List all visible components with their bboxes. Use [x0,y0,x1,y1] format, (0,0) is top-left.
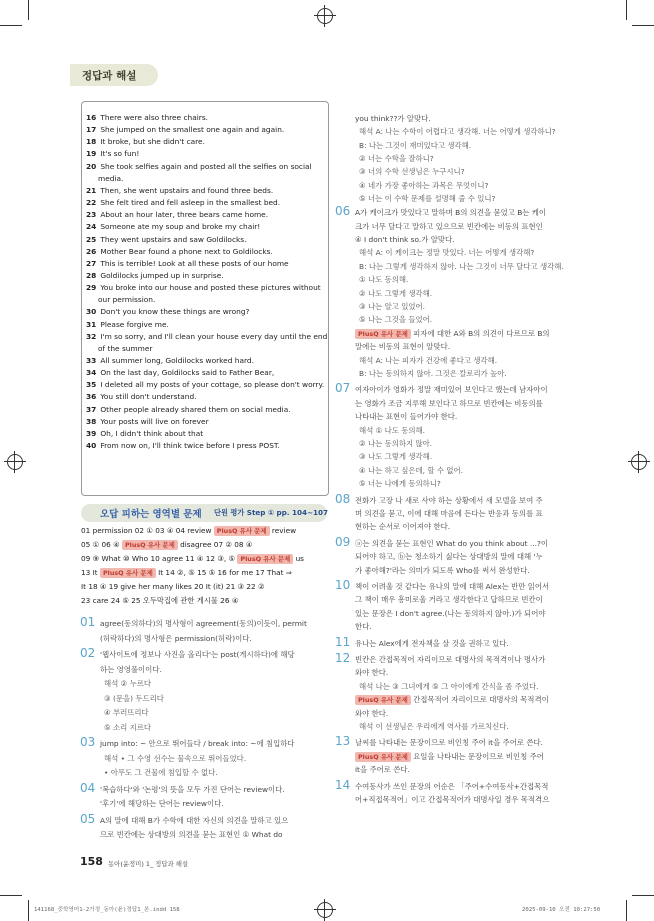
translation-line: 해석 나는 ③ 그녀에게 ⑤ 그 아이에게 간식을 좀 주었다. [359,681,539,691]
question-number: 11 [335,634,351,649]
line-text: our permission. [98,295,156,305]
question-number: 10 [335,577,351,592]
line-number: 24 [86,222,97,232]
line-number: 36 [86,392,97,402]
question-number: 13 [335,734,351,749]
explanation-line: A의 말에 대해 B가 수학에 대한 자신의 의견을 말하고 있으 [100,815,289,825]
story-line [86,367,274,379]
explanation-line: it을 주어로 쓴다. [355,765,410,775]
question-number: 02 [80,646,96,660]
explanation-line: 어+직접목적어」이고 간접목적어가 대명사일 경우 목적격으 [355,794,550,804]
crop-mark [0,895,22,896]
translation-line: ③ 나는 알고 있었어. [359,301,425,311]
line-text: There were also three chairs. [100,113,209,122]
translation-line: ③ 너의 수학 선생님은 누구시니? [359,167,465,177]
story-line [86,148,139,160]
translation-line: ② 나는 동의하지 않아. [359,438,433,448]
footer-text: 동아(윤정미) 1_ 정답과 해설 [108,860,189,868]
translation-line: 해석 A: 나는 수학이 어렵다고 생각해. 너는 어떻게 생각하니? [359,127,556,137]
page-number: 158 [80,855,103,868]
answer-row: 01 permission 02 ① 03 ④ 04 review PlusQ 유사 문제 review [81,526,297,535]
explanation-line: 가 좋아해?'라는 의미가 되도록 Who를 써서 완성한다. [355,565,530,575]
quick-answer-title: 오답 피하는 영역별 문제 [100,509,202,520]
explanation-line: 와야 한다. [355,708,389,718]
story-line [98,294,155,306]
line-text: They went upstairs and saw Goldilocks. [100,234,247,244]
line-text: I'm so sorry, and I'll clean your house every day until the end [100,331,328,341]
translation-line: ② 나도 그렇게 생각해. [359,288,433,298]
line-number: 22 [86,198,97,208]
registration-mark-right [631,454,647,470]
explanation-line: '웹사이트에 정보나 사진을 올리다'는 post(게시하다)에 해당 [100,650,295,659]
explanation-line: you think??가 알맞다. [355,114,431,123]
line-number: 28 [86,270,97,280]
translation-line: 해석 A: 이 케이크는 정말 맛있다. 너는 어떻게 생각해? [359,248,535,258]
line-number: 20 [86,161,97,171]
explanation-line: agree(동의하다)의 명사형이 agreement(동의)이듯이, permit [100,619,307,628]
translation-line: 해석 ① 나도 동의해. [359,425,425,435]
registration-mark-left [7,454,23,470]
line-text: You still don't understand. [100,392,197,402]
line-text: She took selfies again and posted all the selfies on social [100,161,312,171]
line-number: 19 [86,149,97,159]
plusq-badge: PlusQ 유사 문제 [355,329,411,339]
crop-mark [632,25,654,26]
story-line [86,404,291,416]
answer-row: 09 ⑨ What ⑩ Who 10 agree 11 ④ 12 ③, ⑤ PlusQ 유사 문제 us [81,554,304,563]
explanation-line: A가 케이크가 맛있다고 말하며 B의 의견을 묻었고 B는 케이 [355,208,547,218]
explanation-line: '복습하다'와 '논평'의 뜻을 모두 가진 단어는 review이다. [100,784,285,794]
line-text: Then, she went upstairs and found three beds. [100,185,274,195]
line-number: 27 [86,258,97,268]
explanation-line: 현하는 순서로 이어져야 한다. [355,522,451,532]
question-number: 09 [335,534,351,549]
story-line [86,428,203,440]
line-text: of the summer [98,343,153,353]
story-line [86,197,280,209]
explanation-line: 날씨를 나타내는 문장이므로 비인칭 주어 it을 주어로 쓴다. [355,738,543,748]
question-number: 04 [80,780,96,795]
explanation-line: 전화가 고장 나 새로 사야 하는 상황에서 새 모델을 보여 주 [355,495,543,505]
explanation-line: 있는 문장은 I don't agree.(나는 동의하지 않아.)가 되어야 [355,608,546,618]
line-number: 17 [86,125,97,135]
explanation-line: 여자아이가 영화가 정말 재미있어 보인다고 했는데 남자아이 [355,385,548,395]
line-text: I deleted all my posts of your cottage, so please don't worry. [100,380,325,390]
translation-line: ④ 부러뜨리다 [104,708,149,717]
line-number: 16 [86,113,97,122]
registration-mark-bottom [317,902,333,918]
question-number: 01 [80,615,96,629]
question-number: 03 [80,735,96,749]
explanation-line: 책이 어려울 것 같다는 유나의 말에 대해 Alex는 반만 읽어서 [355,581,550,591]
answer-row: 23 care 24 ⑤ 25 오두막집에 관한 게시물 26 ④ [81,596,239,605]
story-line [86,331,327,343]
story-line [86,282,321,294]
story-line [86,209,268,221]
line-number: 34 [86,368,97,378]
story-line [86,136,205,148]
line-number: 25 [86,234,97,244]
answer-row: It 18 ④ 19 give her many likes 20 It (it) 21 ③ 22 ② [81,582,265,591]
explanation-line: 와야 한다. [355,668,389,678]
line-number: 40 [86,441,97,451]
story-line [86,112,208,124]
story-line [86,185,273,197]
crop-mark [632,895,654,896]
question-number: 07 [335,381,351,396]
line-text: Don't you know these things are wrong? [100,307,250,317]
slug-date: 2025-09-10 오전 10:27:50 [522,907,601,913]
plusq-text: 피자에 대한 A와 B의 의견이 다르므로 B의 [410,328,550,338]
slug-file: 141168_중학영어1-2가정_동아(윤)정답1_본.indd 158 [34,907,180,913]
plusq-text: 간접목적어 자리이므로 대명사의 목적격이 [410,695,549,705]
line-text: All summer long, Goldilocks worked hard. [100,356,254,365]
explanation-line: ⓐ는 의견을 묻는 표현인 What do you think about ...?이 [355,538,549,548]
story-line [86,416,209,428]
registration-mark-top [317,8,333,24]
line-text: Please forgive me. [100,319,169,329]
translation-line: ① 나도 동의해. [359,275,409,285]
explanation-line: 되어야 하고, ⓑ는 청소하기 싫다는 상대방의 말에 대해 '누 [355,552,543,562]
translation-line: ④ 네가 가장 좋아하는 과목은 무엇이니? [359,180,489,190]
line-number: 31 [86,319,97,329]
explanation-line: 빈칸은 간접목적어 자리이므로 대명사의 목적격이나 명사가 [355,654,546,664]
story-line [86,270,224,282]
plusq-badge: PlusQ 유사 문제 [355,752,411,762]
line-text: Someone ate my soup and broke my chair! [100,222,261,232]
line-number: 21 [86,185,97,195]
line-number: 18 [86,137,97,147]
line-text: You broke into our house and posted these pictures without [100,283,321,293]
explanation-line: 유나는 Alex에게 전자책을 살 것을 권하고 있다. [355,638,509,648]
line-text: This is terrible! Look at all these posts of our home [100,258,289,268]
translation-line: 해석 이 선생님은 우리에게 역사를 가르치신다. [359,721,509,731]
explanation-line: 나타내는 표현이 들어가야 한다. [355,412,458,422]
line-number: 23 [86,210,97,220]
translation-line: 해석 • 그 수영 선수는 물속으로 뛰어들었다. [104,753,247,763]
story-line [86,258,289,270]
crop-mark [28,0,29,20]
explanation-line: 므로 빈칸에는 상대방의 의견을 묻는 표현인 ① What do [100,830,283,839]
line-text: Your posts will live on forever [100,416,209,426]
explanation-line: 수여동사가 쓰인 문장의 어순은 「주어+수여동사+간접목적 [355,781,549,791]
line-number: 39 [86,428,97,438]
translation-line: ③ (문을) 두드리다 [104,693,164,703]
line-number: 33 [86,356,97,365]
page-title: 정답과 해설 [82,70,137,82]
story-line [86,379,324,391]
translation-line: B: 나는 동의하지 않아. 그것은 칼로리가 높아. [359,368,507,378]
line-text: Mother Bear found a phone next to Goldilocks. [100,246,273,256]
explanation-line: 하는 영영풀이이다. [100,664,162,674]
story-line [86,355,254,367]
line-text: Goldilocks jumped up in surprise. [100,270,224,280]
story-line [98,343,152,355]
line-number: 35 [86,380,97,390]
explanation-line: '후기'에 해당하는 단어는 review이다. [100,799,224,808]
line-text: From now on, I'll think twice before I press POST. [100,441,280,451]
line-number: 30 [86,307,97,317]
story-line [86,440,280,452]
line-text: On the last day, Goldilocks said to Father Bear, [100,368,275,378]
translation-line: 해석 A: 나는 피자가 건강에 좋다고 생각해. [359,355,498,365]
question-number: 08 [335,491,351,506]
crop-mark [626,0,627,20]
crop-mark [0,25,22,26]
line-number: 37 [86,404,97,414]
translation-line: • 아무도 그 건물에 침입할 수 없다. [104,768,218,777]
answer-row: 13 It PlusQ 유사 문제 It 14 ②, ⑤ 15 ⑤ 16 for me 17 That ⇒ [81,568,292,577]
explanation-line: ④ I don't think so.가 알맞다. [355,234,455,244]
story-line [86,221,260,233]
line-number: 26 [86,246,97,256]
story-line [86,306,249,318]
question-number: 05 [80,811,96,826]
story-line [86,246,273,258]
story-line [86,161,312,173]
line-text: About an hour later, three bears came home. [100,210,269,220]
plusq-text: 요일을 나타내는 문장이므로 비인칭 주어 [410,751,544,761]
line-text: It broke, but she didn't care. [100,137,205,147]
explanation-line: 그 책이 매우 흥미로울 거라고 생각한다고 답하므로 빈칸이 [355,595,543,605]
line-text: media. [98,173,124,183]
translation-line: ⑤ 너는 나에게 동의하니? [359,479,441,489]
explanation-line: 크가 너무 달다고 말하고 있으므로 빈칸에는 비동의 표현인 [355,221,543,231]
translation-line: ② 너는 수학을 잘하니? [359,153,434,163]
crop-mark [28,900,29,921]
question-number: 06 [335,204,351,219]
answer-row: 05 ① 06 ④ PlusQ 유사 문제 disagree 07 ② 08 ④ [81,540,253,549]
translation-line: ④ 나는 하고 싶은데, 할 수 없어. [359,465,463,475]
story-line [86,124,284,136]
translation-line: ③ 나도 그렇게 생각해. [359,452,433,462]
explanation-line: 는 영화가 조금 지루해 보인다고 하므로 빈칸에는 비동의를 [355,398,543,408]
explanation-line: jump into: ~ 안으로 뛰어들다 / break into: ~에 침입하다 [100,739,295,748]
explanation-line: 한다. [355,622,372,632]
line-text: It's so fun! [100,149,140,159]
story-line [86,234,247,246]
question-number: 14 [335,777,351,792]
line-number: 29 [86,283,97,293]
explanation-line: 말에는 비동의 표현이 알맞다. [355,342,451,352]
line-number: 32 [86,331,97,341]
translation-line: ⑤ 나는 그것을 들었어. [359,315,433,325]
story-line [86,319,169,331]
line-text: Other people already shared them on social media. [100,404,291,414]
quick-answer-step: 단원 평가 Step ① pp. 104~107 [214,508,329,517]
crop-mark [626,900,627,921]
translation-line: B: 나는 그것이 재미있다고 생각해. [359,140,472,150]
translation-line: B: 나는 그렇게 생각하지 않아. 나는 그것이 너무 달다고 생각해. [359,261,564,271]
story-line [86,391,197,403]
line-text: She jumped on the smallest one again and again. [100,125,285,135]
line-text: She felt tired and fell asleep in the smallest bed. [100,198,281,208]
translation-line: 해석 ② 누르다 [104,679,152,688]
explanation-line: (허락하다)의 명사형은 permission(허락)이다. [100,633,252,643]
question-number: 12 [335,650,351,665]
explanation-line: 며 의견을 묻고, 이에 대해 마음에 든다는 반응과 동의를 표 [355,508,543,518]
story-line [98,173,123,185]
translation-line: ⑤ 너는 이 수학 문제를 설명해 줄 수 있니? [359,193,496,203]
line-number: 38 [86,416,97,426]
line-text: Oh, I didn't think about that [100,428,204,438]
translation-line: ⑤ 소리 지르다 [104,722,152,732]
plusq-badge: PlusQ 유사 문제 [355,695,411,705]
